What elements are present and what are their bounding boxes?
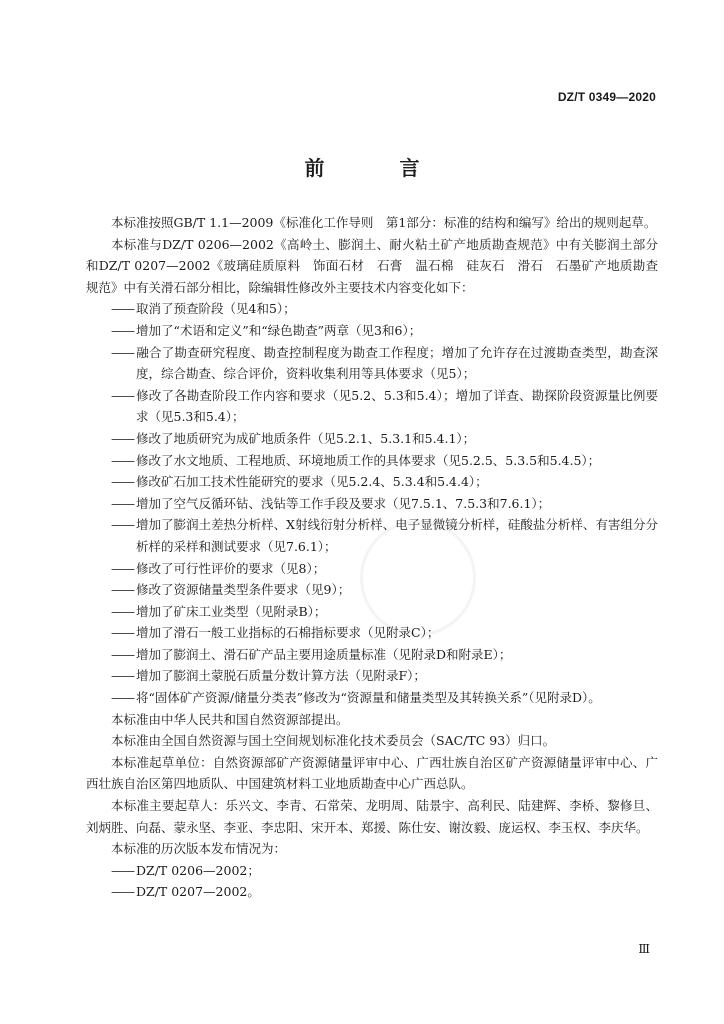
list-item: —— 增加了滑石一般工业指标的石棉指标要求（见附录C）； [86, 622, 658, 644]
list-item: —— 将“固体矿产资源/储量分类表”修改为“资源量和储量类型及其转换关系”（见附录D）。 [86, 687, 658, 709]
list-dash: —— [111, 430, 134, 446]
list-dash: —— [111, 344, 134, 360]
list-dash: —— [111, 646, 134, 662]
list-dash: —— [111, 862, 134, 878]
history-list [86, 860, 658, 903]
list-dash: —— [111, 322, 134, 338]
list-dash: —— [111, 884, 134, 900]
list-dash: —— [111, 301, 134, 317]
list-item: —— 增加了空气反循环钻、浅钻等工作手段及要求（见7.5.1、7.5.3和7.6.1）； [86, 493, 658, 515]
list-dash: —— [111, 582, 134, 598]
list-item: —— 取消了预查阶段（见4和5）； [86, 298, 658, 320]
list-item: —— 修改了各勘查阶段工作内容和要求（见5.2、5.3和5.4）；增加了详查、勘探阶段资源量比例要求（见5.3和5.4）； [86, 385, 658, 428]
list-dash: —— [111, 474, 134, 490]
list-item: —— 增加了膨润土蒙脱石质量分数计算方法（见附录F）； [86, 665, 658, 687]
history-item: —— DZ/T 0207—2002。 [86, 881, 658, 903]
list-item: —— 修改了可行性评价的要求（见8）； [86, 558, 658, 580]
list-item: —— 增加了“术语和定义”和“绿色勘查”两章（见3和6）； [86, 320, 658, 342]
standard-code: DZ/T 0349—2020 [557, 90, 656, 104]
list-dash: —— [111, 668, 134, 684]
list-item: —— 增加了膨润土差热分析样、X射线衍射分析样、电子显微镜分析样，硅酸盐分析样、有害组分分析样的采样和测试要求（见7.6.1）； [86, 514, 658, 557]
list-dash: —— [111, 495, 134, 511]
paragraph-centralized-by: 本标准由全国自然资源与国土空间规划标准化技术委员会（SAC/TC 93）归口。 [111, 733, 556, 749]
paragraph-drafters: 本标准主要起草人：乐兴文、李青、石常荣、龙明周、陆景宇、高利民、陆建辉、李桥、黎修旦、刘炳胜、向磊、蒙永坚、李亚、李忠阳、宋开本、郑援、陈仕安、谢汝毅、庞运权、李玉权、李庆华。 [86, 798, 658, 835]
list-dash: —— [111, 690, 134, 706]
list-item: —— 增加了矿床工业类型（见附录B）； [86, 601, 658, 623]
list-dash: —— [111, 452, 134, 468]
list-item: —— 融合了勘查研究程度、勘查控制程度为勘查工作程度；增加了允许存在过渡勘查类型，勘查深度，综合勘查、综合评价，资料收集利用等具体要求（见5）； [86, 342, 658, 385]
list-dash: —— [111, 560, 134, 576]
list-item: —— 增加了膨润土、滑石矿产品主要用途质量标准（见附录D和附录E）； [86, 644, 658, 666]
paragraph-comparison: 本标准与DZ/T 0206—2002《高岭土、膨润土、耐火粘土矿产地质勘查规范》中有关膨润土部分和DZ/T 0207—2002《玻璃硅质原料 饰面石材 石膏 温石棉 硅灰石 滑石 石墨矿产地质勘查规范》中有关滑石部分相比，除编辑性修改外主要技术内容变化如下： [86, 236, 658, 295]
list-item: —— 修改了地质研究为成矿地质条件（见5.2.1、5.3.1和5.4.1）； [86, 428, 658, 450]
page-number: Ⅲ [638, 942, 650, 956]
paragraph-history: 本标准的历次版本发布情况为： [111, 841, 287, 857]
paragraph-drafting-units: 本标准起草单位：自然资源部矿产资源储量评审中心、广西壮族自治区矿产资源储量评审中心、广西壮族自治区第四地质队、中国建筑材料工业地质勘查中心广西总队。 [86, 754, 658, 792]
list-dash: —— [111, 625, 134, 641]
list-dash: —— [111, 387, 134, 403]
list-dash: —— [111, 517, 134, 533]
list-item: —— 修改了资源储量类型条件要求（见9）； [86, 579, 658, 601]
paragraph-drafting-rules: 本标准按照GB/T 1.1—2009《标准化工作导则 第1部分：标准的结构和编写》给出的规则起草。 [111, 215, 657, 230]
list-item: —— 修改矿石加工技术性能研究的要求（见5.2.4、5.3.4和5.4.4）； [86, 471, 658, 493]
list-item: —— 修改了水文地质、工程地质、环境地质工作的具体要求（见5.2.5、5.3.5和5.4.5）； [86, 450, 658, 472]
history-item: —— DZ/T 0206—2002； [86, 860, 658, 882]
paragraph-proposed-by: 本标准由中华人民共和国自然资源部提出。 [111, 711, 349, 727]
list-dash: —— [111, 603, 134, 619]
changes-list [86, 298, 658, 708]
page-title: 前 言 [304, 156, 454, 180]
